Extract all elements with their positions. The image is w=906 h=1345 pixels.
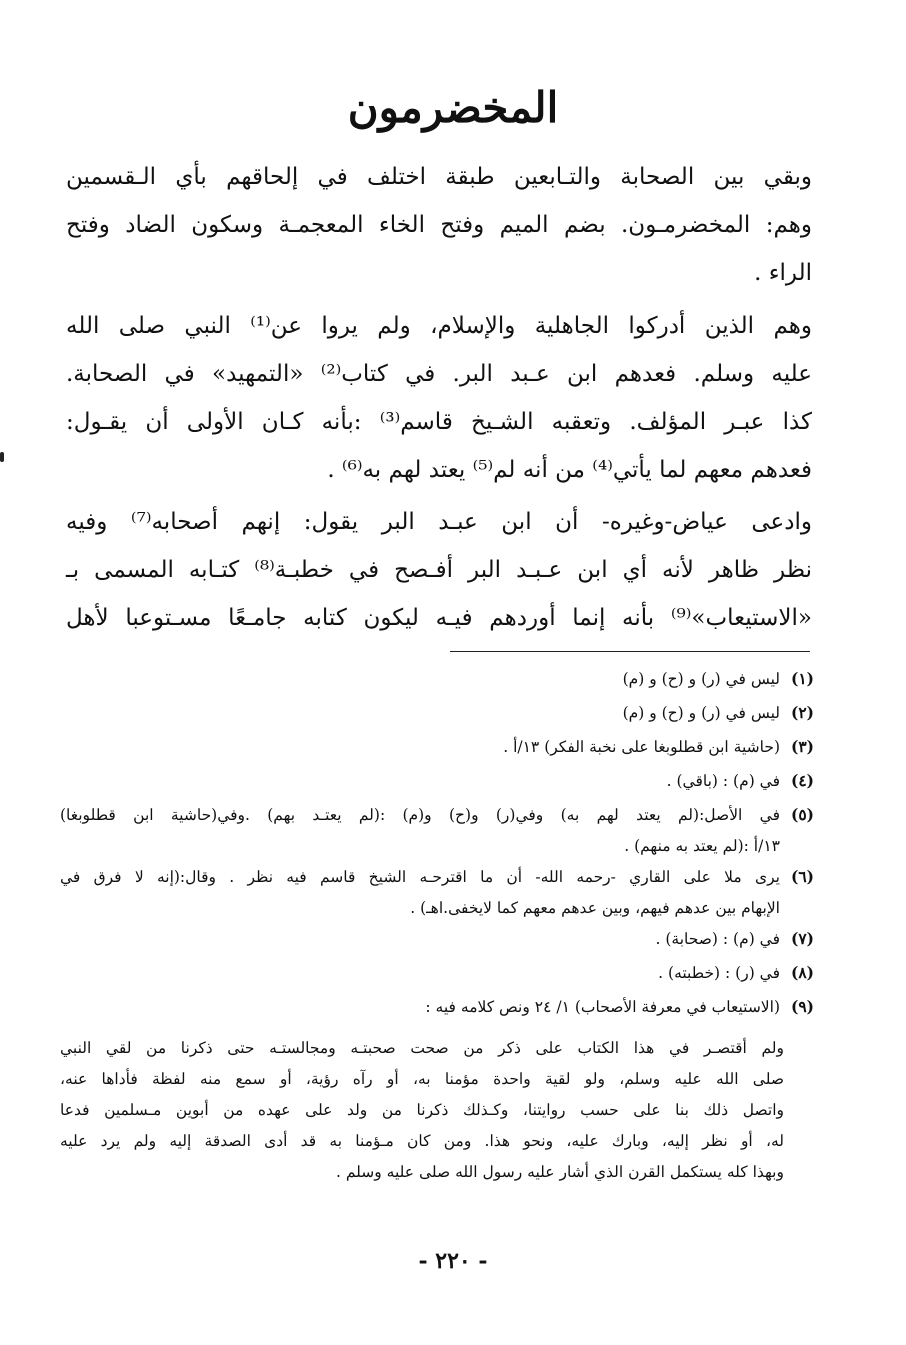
footnote-number: (٦) <box>790 867 814 886</box>
paragraph-line <box>66 446 812 494</box>
paragraph-line <box>66 249 812 297</box>
paragraph-line <box>66 201 812 249</box>
footnotes <box>60 662 814 1024</box>
paragraph-line-text: فعدهم معهم لما يأتي⁽⁴⁾ من أنه لم⁽⁵⁾ يعتد لهم به⁽⁶⁾ . <box>327 457 812 483</box>
footnote-number: (٥) <box>790 805 814 824</box>
paragraph-line-text: نظر ظاهر لأنه أي ابن عـبـد البر أفـصح في خطبـة⁽⁸⁾ كتـابه المسمى بـ <box>66 557 813 583</box>
paragraph-line-text: عليه وسلم. فعدهم ابن عـبد البر. في كتاب⁽²⁾ «التمهيد» في الصحابة. <box>66 361 812 387</box>
paragraph-line <box>66 302 812 350</box>
margin-mark <box>0 452 4 462</box>
paragraph-2 <box>66 302 812 494</box>
paragraph-line-text: وبقي بين الصحابة والتـابعين طبقة اختلف في إلحاقهم بأي الـقسمين <box>66 164 812 190</box>
paragraph-1 <box>66 153 812 297</box>
footnote-text: ١٣/أ :(لم يعتد به منهم) . <box>624 837 780 855</box>
paragraph-line <box>66 594 812 642</box>
footnote-text: في (م) : (باقي) . <box>666 772 780 790</box>
footnote-number: (١) <box>790 669 814 688</box>
footnote-number: (٢) <box>790 703 814 722</box>
footnote-6-continued <box>60 894 814 922</box>
footnote-text: في (م) : (صحابة) . <box>655 930 780 948</box>
footnote-number: (٨) <box>790 963 814 982</box>
footnote-text: ليس في (ر) و (ح) و (م) <box>622 670 780 688</box>
footnote-text: (حاشية ابن قطلوبغا على نخبة الفكر) ١٣/أ . <box>503 738 780 756</box>
footnote-9-quote <box>60 1033 784 1188</box>
footnote-number: (٩) <box>790 997 814 1016</box>
footnote-7 <box>60 922 814 956</box>
paragraph-line-text: «الاستيعاب»⁽⁹⁾ بأنه إنما أوردهم فيـه ليكون كتابه جامـعًا مسـتوعبا لأهل <box>66 605 812 631</box>
paragraph-line <box>66 498 812 546</box>
paragraph-line <box>66 546 812 594</box>
quote-line: واتصل ذلك بنا على حسب روايتنا، وكـذلك ذكرنا من ولد على عهده من أبوين مـسلمين فدعا <box>60 1101 784 1119</box>
footnote-text: (الاستيعاب في معرفة الأصحاب) ١/ ٢٤ ونص كلامه فيه : <box>425 998 780 1016</box>
footnote-5-continued <box>60 832 814 860</box>
paragraph-line <box>66 398 812 446</box>
quote-line: له، أو نظر إليه، وبارك عليه، ونحو هذا. ومن كان مـؤمنا به قد أدى الصدقة إليه ولم يرد عليه <box>60 1132 784 1150</box>
paragraph-line-text: وهم الذين أدركوا الجاهلية والإسلام، ولم يروا عن⁽¹⁾ النبي صلى الله <box>66 313 812 339</box>
footnote-text: ليس في (ر) و (ح) و (م) <box>622 704 780 722</box>
paragraph-line-text: وهم: المخضرمـون. بضم الميم وفتح الخاء المعجمـة وسكون الضاد وفتح <box>66 212 812 238</box>
footnote-text: في الأصل:(لم يعتد لهم به) وفي(ر) و(ح) و(م) :(لم يعتـد بهم) .وفي(حاشية ابن قطلوبغا) <box>60 806 780 824</box>
footnote-6 <box>60 860 814 894</box>
paragraph-line-text: كذا عبـر المؤلف. وتعقبه الشـيخ قاسم⁽³⁾ :بأنه كـان الأولى أن يقـول: <box>66 409 812 435</box>
footnote-text: في (ر) : (خطبته) . <box>658 964 780 982</box>
quote-line: صلى الله عليه وسلم، ولو لقية واحدة مؤمنا به، أو رآه رؤية، أو سمع منه لفظة فأداها عنه، <box>60 1070 784 1088</box>
footnote-text: يرى ملا على القاري -رحمه الله- أن ما اقترحـه الشيخ قاسم فيه نظر . وقال:(إنه لا فرق في <box>60 868 780 886</box>
paragraph-line <box>66 350 812 398</box>
footnote-number: (٤) <box>790 771 814 790</box>
footnote-text: الإبهام بين عدهم فيهم، وبين عدهم معهم كما لايخفى.اهـ) . <box>410 899 780 917</box>
page-number: - ٢٢٠ - <box>418 1248 488 1274</box>
footnote-1 <box>60 662 814 696</box>
paragraph-line-text: الراء . <box>754 260 812 286</box>
footnote-2 <box>60 696 814 730</box>
footnote-9 <box>60 990 814 1024</box>
footnote-number: (٣) <box>790 737 814 756</box>
paragraph-line <box>66 153 812 201</box>
footnote-5 <box>60 798 814 832</box>
footnote-divider <box>450 651 810 652</box>
footnote-8 <box>60 956 814 990</box>
quote-line: وبهذا كله يستكمل القرن الذي أشار عليه رسول الله صلى عليه وسلم . <box>335 1163 784 1181</box>
footnote-number: (٧) <box>790 929 814 948</box>
footnote-3 <box>60 730 814 764</box>
footnote-4 <box>60 764 814 798</box>
quote-line: ولم أقتصـر في هذا الكتاب على ذكر من صحت صحبتـه ومجالستـه حتى ذكرنا من لقي النبي <box>60 1039 784 1057</box>
paragraph-3 <box>66 498 812 642</box>
page-title: المخضرمون <box>347 83 559 132</box>
paragraph-line-text: وادعى عياض-وغيره- أن ابن عبـد البر يقول: إنهم أصحابه⁽⁷⁾ وفيه <box>66 509 812 535</box>
